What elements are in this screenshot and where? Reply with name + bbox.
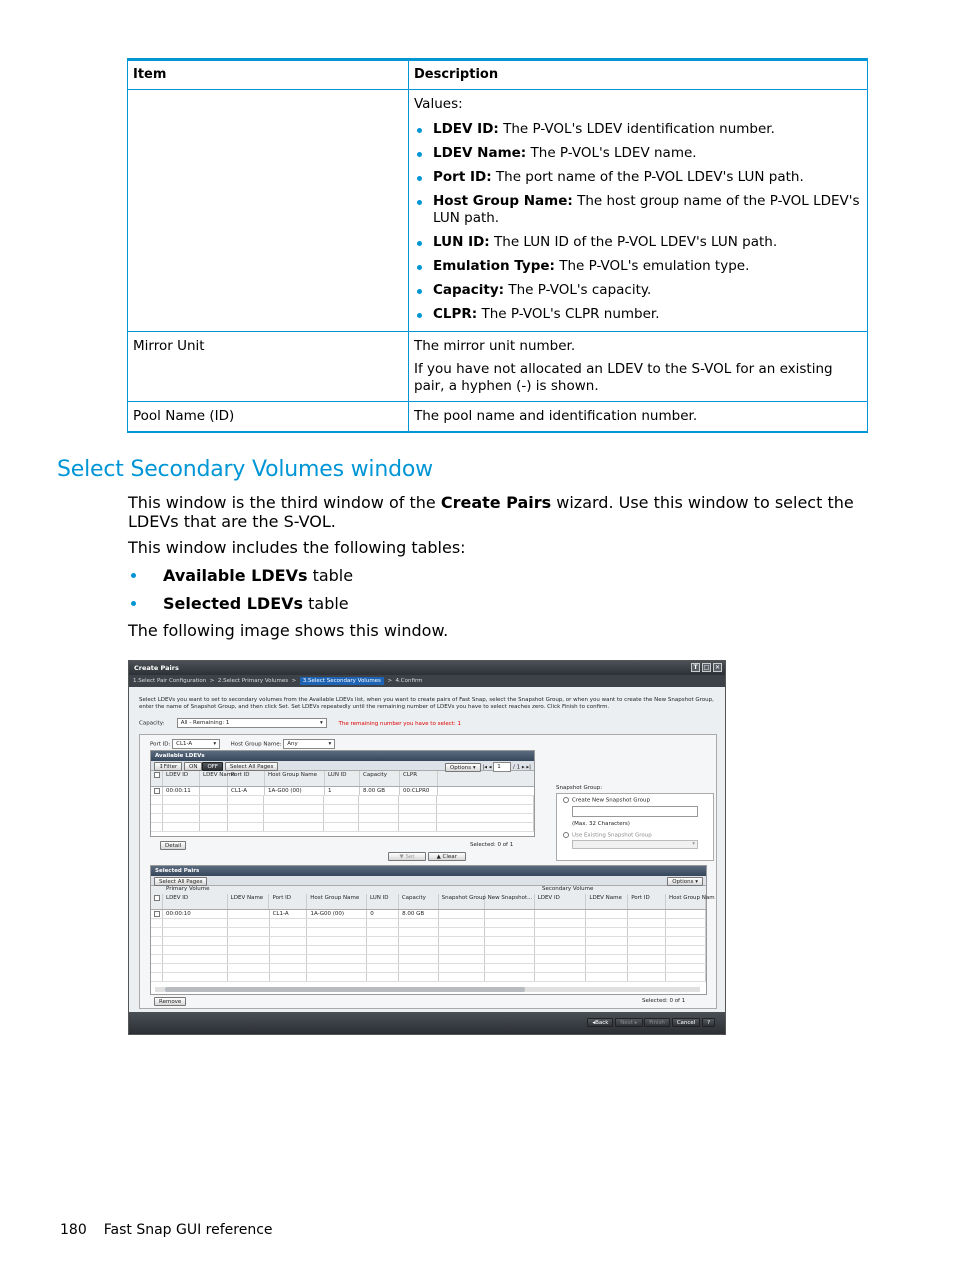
secondary-volume-label: Secondary Volume [542, 886, 594, 892]
wizard-steps [129, 675, 725, 687]
table-title: Available LDEVs [151, 751, 534, 761]
wizard-step: 1.Select Pair Configuration [133, 678, 207, 684]
empty-table-row [151, 823, 534, 832]
select-all-pages-button[interactable]: Select All Pages [225, 762, 278, 771]
next-page-icon[interactable]: ▸ [521, 764, 525, 771]
empty-table-row [151, 928, 706, 937]
list-item [414, 169, 862, 186]
tables-intro-paragraph: This window includes the following tables: [128, 538, 466, 557]
column-header[interactable]: LDEV ID [163, 771, 200, 786]
list-item [414, 306, 862, 323]
port-id-select[interactable] [172, 739, 220, 749]
set-button[interactable]: ▼ Set [388, 852, 426, 861]
filter-row [150, 739, 335, 749]
window-title: Create Pairs [134, 664, 179, 672]
column-header-description: Description [409, 60, 868, 90]
table-header-row [128, 60, 868, 90]
table-cell-description: The pool name and identification number. [409, 402, 868, 433]
table-cell [586, 910, 628, 918]
use-existing-label: Use Existing Snapshot Group [572, 832, 652, 838]
help-icon[interactable]: ? [702, 1018, 715, 1027]
finish-button[interactable]: Finish [644, 1018, 670, 1027]
intro-text-a: This window is the third window of the [128, 493, 441, 512]
column-header[interactable]: Port ID [269, 894, 307, 909]
radio-button[interactable] [563, 832, 569, 838]
wizard-step-current: 3.Select Secondary Volumes [300, 677, 384, 685]
detail-button[interactable]: Detail [160, 841, 186, 850]
table-cell-description [409, 332, 868, 402]
last-page-icon[interactable]: ▸| [526, 764, 531, 771]
page-footer [60, 1222, 273, 1238]
host-group-select[interactable] [283, 739, 335, 749]
selection-panel [139, 734, 717, 1009]
selected-pairs-count: Selected: 0 of 1 [642, 998, 686, 1004]
snapshot-group-label: Snapshot Group: [556, 785, 603, 791]
column-header[interactable]: Snapshot Group [439, 894, 485, 909]
values-label: Values: [414, 96, 463, 112]
page-input[interactable]: 1 [493, 762, 511, 772]
list-item [414, 121, 862, 138]
capacity-value: All - Remaining: 1 [180, 720, 230, 726]
table-cell [200, 787, 228, 795]
select-all-checkbox[interactable] [151, 771, 163, 786]
host-group-value: Any [287, 741, 298, 747]
value-description: The P-VOL's LDEV name. [526, 145, 697, 161]
column-header[interactable]: New Snapshot... [485, 894, 535, 909]
column-header[interactable]: Capacity [360, 771, 400, 786]
table-row[interactable] [151, 910, 706, 919]
remaining-note: The remaining number you have to select: 1 [338, 720, 462, 727]
empty-table-row [151, 805, 534, 814]
maximize-icon[interactable]: □ [703, 664, 710, 671]
filter-button[interactable]: ↕Filter [154, 762, 182, 771]
chevron-down-icon: ▾ [692, 841, 695, 847]
prev-page-icon[interactable]: ◂ [488, 764, 492, 771]
window-titlebar [129, 661, 725, 675]
table-cell: 1A-G00 (00) [307, 910, 367, 918]
table-cell [439, 910, 485, 918]
snapshot-group-box [556, 793, 714, 861]
create-pairs-window-screenshot [128, 660, 726, 1035]
value-term: Capacity: [433, 282, 505, 298]
step-separator: > [387, 678, 393, 684]
image-intro-paragraph: The following image shows this window. [128, 621, 449, 640]
detail-row [160, 841, 186, 850]
table-cell [666, 910, 706, 918]
list-item-text: table [303, 594, 349, 613]
list-item [128, 594, 353, 622]
table-cell: 0 [367, 910, 399, 918]
column-header[interactable]: LUN ID [325, 771, 360, 786]
description-text: If you have not allocated an LDEV to the S-VOL for an existing pair, a hyphen (-) is shown. [414, 361, 833, 394]
column-header[interactable]: Port ID [628, 894, 666, 909]
available-ldevs-table [150, 750, 535, 837]
column-header[interactable]: Capacity [399, 894, 439, 909]
scrollbar-thumb[interactable] [165, 987, 525, 992]
chevron-down-icon: ▾ [328, 741, 332, 747]
value-description: The P-VOL's LDEV identification number. [498, 121, 775, 137]
back-button[interactable]: ◂Back [587, 1018, 613, 1027]
chevron-down-icon: ▾ [213, 741, 217, 747]
capacity-label: Capacity: [139, 720, 165, 727]
value-term: CLPR: [433, 306, 478, 322]
page-number: 180 [60, 1222, 87, 1238]
wizard-button-bar [129, 1012, 725, 1034]
table-cell [228, 910, 270, 918]
table-row [128, 402, 868, 433]
wizard-name: Create Pairs [440, 493, 552, 512]
wizard-instructions: Select LDEVs you want to set to secondary volumes from the Available LDEVs list, when you want to create pairs of Fast Snap, select the Snapshot Group, or when you want to create the New Snapshot Group, enter the name of Snapshot Group, and then click Set. Set LDEVs repeatedly until the remaining number of LDEVs you have to select reaches zero. Click Finish to confirm. [139, 697, 714, 710]
column-header[interactable]: Port ID [228, 771, 265, 786]
existing-group-select[interactable] [572, 840, 698, 849]
select-all-checkbox[interactable] [151, 894, 163, 909]
wizard-step: 2.Select Primary Volumes [217, 678, 289, 684]
host-group-label: Host Group Name: [230, 741, 282, 748]
first-page-icon[interactable]: |◂ [482, 764, 487, 771]
snapshot-group-panel [556, 785, 716, 855]
table-toolbar [151, 876, 706, 886]
empty-table-row [151, 973, 706, 982]
value-term: Port ID: [433, 169, 492, 185]
column-header[interactable]: Host Group Name [307, 894, 367, 909]
wizard-buttons [587, 1018, 715, 1027]
section-heading: Select Secondary Volumes window [57, 457, 433, 482]
table-cell: CL1-A [270, 910, 308, 918]
table-cell [628, 910, 666, 918]
wizard-step: 4.Confirm [395, 678, 423, 684]
remove-button[interactable]: Remove [154, 997, 186, 1006]
options-button[interactable]: Options ▾ [667, 877, 703, 886]
table-name: Selected LDEVs [163, 594, 304, 613]
column-header[interactable]: LDEV ID [163, 894, 228, 909]
empty-table-row [151, 814, 534, 823]
list-item [414, 282, 862, 299]
step-separator: > [209, 678, 215, 684]
clear-button[interactable]: ▲ Clear [428, 852, 466, 861]
table-cell-item [128, 90, 409, 332]
row-checkbox[interactable] [151, 787, 163, 795]
tables-list [128, 566, 353, 622]
filter-on-button[interactable]: ON [184, 762, 202, 771]
port-id-value: CL1-A [176, 741, 193, 747]
value-description: The P-VOL's capacity. [504, 282, 652, 298]
empty-table-row [151, 964, 706, 973]
create-new-option[interactable] [563, 797, 707, 804]
set-clear-row [388, 852, 466, 861]
table-cell: 8.00 GB [399, 910, 439, 918]
options-button[interactable]: Options ▾ [445, 763, 481, 772]
column-header[interactable]: Host Group Nam [666, 894, 706, 909]
column-header[interactable]: LDEV ID [535, 894, 587, 909]
table-cell: 00:00:11 [163, 787, 200, 795]
empty-table-row [151, 955, 706, 964]
empty-table-row [151, 796, 534, 805]
table-row [128, 90, 868, 332]
value-description: The P-VOL's emulation type. [554, 258, 750, 274]
available-selected-count: Selected: 0 of 1 [470, 842, 514, 848]
value-description: The P-VOL's CLPR number. [477, 306, 660, 322]
column-header[interactable]: LDEV Name [586, 894, 628, 909]
table-cell: 1A-G00 (00) [265, 787, 325, 795]
window-controls [691, 663, 722, 672]
table-cell-item: Mirror Unit [128, 332, 409, 402]
column-header-item: Item [128, 60, 409, 90]
create-new-label: Create New Snapshot Group [572, 797, 650, 804]
primary-volume-label: Primary Volume [166, 886, 210, 892]
table-cell-description [409, 90, 868, 332]
intro-text-c: wizard. Use this window to select the LDEVs that are the S-VOL. [128, 493, 854, 531]
remove-row [154, 997, 186, 1006]
table-cell: CL1-A [228, 787, 265, 795]
table-cell [485, 910, 535, 918]
page-total: / 1 [513, 764, 521, 771]
table-title: Selected Pairs [151, 866, 706, 876]
column-header[interactable]: Host Group Name [265, 771, 325, 786]
values-list [414, 121, 862, 323]
row-checkbox[interactable] [151, 910, 163, 918]
column-header[interactable]: CLPR [400, 771, 438, 786]
value-description: The host group name of the P-VOL LDEV's LUN path. [433, 193, 860, 226]
value-description: The LUN ID of the P-VOL LDEV's LUN path. [489, 234, 778, 250]
value-term: Emulation Type: [433, 258, 555, 274]
cancel-button[interactable]: Cancel [672, 1018, 701, 1027]
pin-icon[interactable]: T [691, 663, 700, 672]
column-header[interactable]: LDEV Name [200, 771, 228, 786]
empty-table-row [151, 937, 706, 946]
description-text: The mirror unit number. [414, 338, 576, 354]
intro-paragraph [128, 493, 863, 531]
table-name: Available LDEVs [163, 566, 308, 585]
empty-table-row [151, 946, 706, 955]
table-cell: 00:CLPR0 [400, 787, 438, 795]
port-id-label: Port ID: [150, 741, 171, 748]
table-row[interactable] [151, 787, 534, 796]
close-icon[interactable]: ✕ [714, 664, 721, 671]
table-cell-item: Pool Name (ID) [128, 402, 409, 433]
list-item-text: table [307, 566, 354, 585]
table-cell: 8.00 GB [360, 787, 400, 795]
value-term: LDEV ID: [433, 121, 499, 137]
capacity-row [139, 718, 461, 728]
capacity-select[interactable] [177, 718, 327, 728]
list-item [414, 145, 862, 162]
empty-table-row [151, 919, 706, 928]
use-existing-option[interactable] [563, 832, 707, 839]
running-title: Fast Snap GUI reference [103, 1222, 273, 1238]
table-cell [535, 910, 587, 918]
list-item [414, 234, 862, 251]
filter-off-button[interactable]: OFF [202, 762, 223, 771]
radio-button[interactable] [563, 797, 569, 803]
snapshot-group-name-input[interactable] [572, 806, 698, 817]
table-header-row [151, 894, 715, 910]
column-header[interactable]: LDEV Name [228, 894, 270, 909]
table-toolbar [151, 761, 534, 771]
max-chars-hint: (Max. 32 Characters) [572, 820, 630, 827]
table-cell: 1 [325, 787, 360, 795]
table-cell: 00:00:10 [163, 910, 228, 918]
column-group-row [151, 886, 706, 894]
table-row [128, 332, 868, 402]
select-all-pages-button[interactable]: Select All Pages [154, 877, 207, 886]
next-button[interactable]: Next ▸ [615, 1018, 642, 1027]
step-separator: > [291, 678, 297, 684]
list-item [128, 566, 353, 594]
horizontal-scrollbar[interactable] [155, 987, 700, 992]
item-description-table [127, 58, 868, 433]
value-description: The port name of the P-VOL LDEV's LUN path. [491, 169, 804, 185]
value-term: LUN ID: [433, 234, 490, 250]
pager [445, 762, 531, 772]
value-term: Host Group Name: [433, 193, 573, 209]
table-header-row [151, 771, 534, 787]
list-item [414, 258, 862, 275]
list-item [414, 193, 862, 227]
selected-pairs-table [150, 865, 715, 995]
value-term: LDEV Name: [433, 145, 527, 161]
column-header[interactable]: LUN ID [367, 894, 399, 909]
chevron-down-icon: ▾ [319, 720, 323, 726]
